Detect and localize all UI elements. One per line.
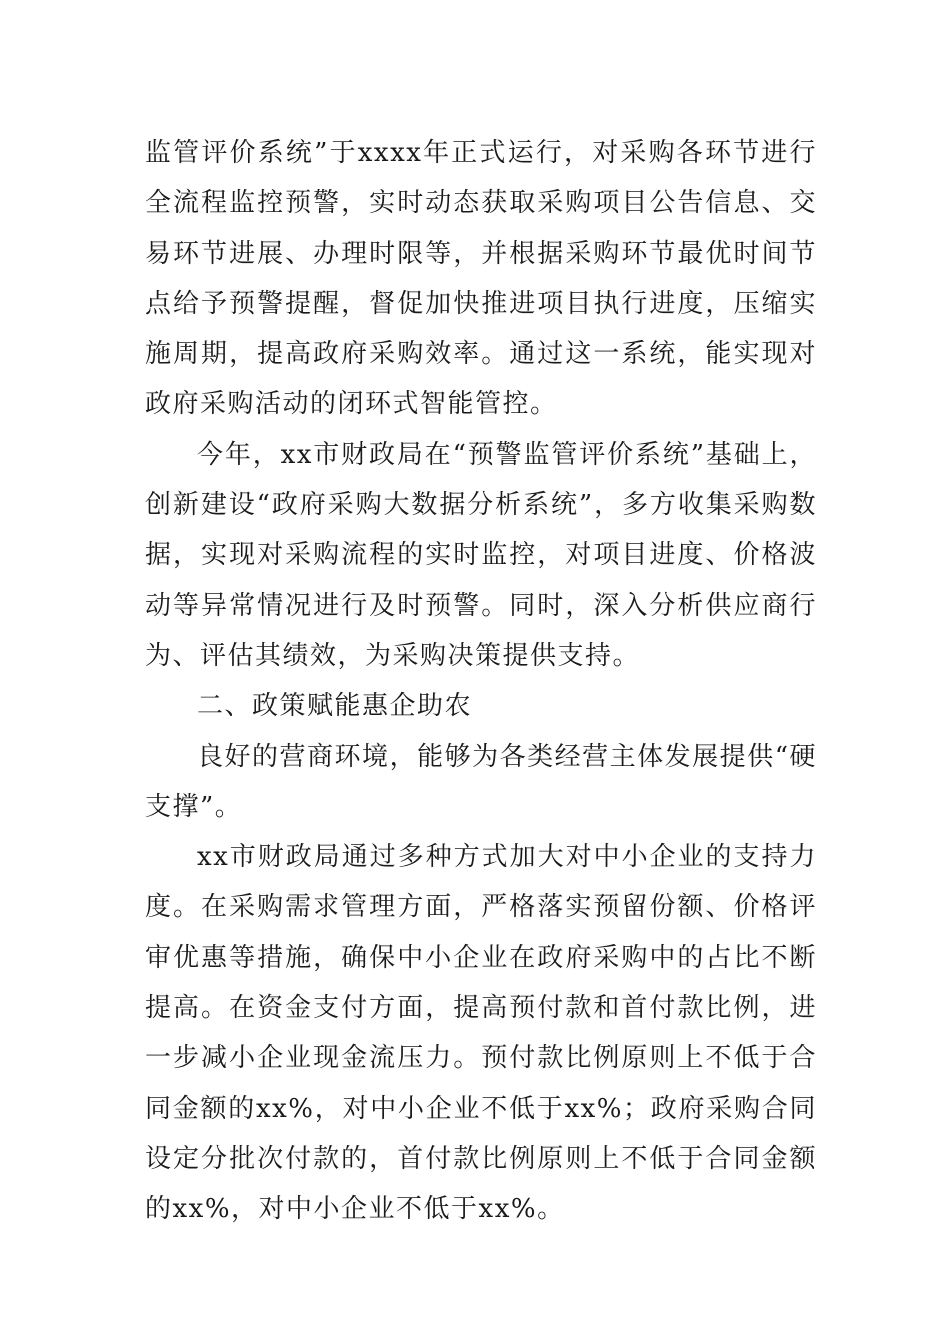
- paragraph-business-environment: 良好的营商环境，能够为各类经营主体发展提供“硬支撑”。: [145, 741, 817, 822]
- paragraph-sme-support: xx市财政局通过多种方式加大对中小企业的支持力度。在采购需求管理方面，严格落实预留份额、价格评审优惠等措施，确保中小企业在政府采购中的占比不断提高。在资金支付方面，提高预付款和首付款比例，进一步减小企业现金流压力。预付款比例原则上不低于合同金额的xx%，对中小企业不低于xx%；政府采购合同设定分批次付款的，首付款比例原则上不低于合同金额的xx%，对中小企业不低于xx%。: [145, 842, 817, 1225]
- document-body: [145, 128, 817, 1235]
- paragraph-big-data-system: 今年，xx市财政局在“预警监管评价系统”基础上，创新建设“政府采购大数据分析系统”，多方收集采购数据，实现对采购流程的实时监控，对项目进度、价格波动等异常情况进行及时预警。同时，深入分析供应商行为、评估其绩效，为采购决策提供支持。: [145, 439, 817, 671]
- section-heading: 二、政策赋能惠企助农: [197, 691, 473, 722]
- paragraph-continuation: 监管评价系统”于xxxx年正式运行，对采购各环节进行全流程监控预警，实时动态获取采购项目公告信息、交易环节进展、办理时限等，并根据采购环节最优时间节点给予预警提醒，督促加快推进项目执行进度，压缩实施周期，提高政府采购效率。通过这一系统，能实现对政府采购活动的闭环式智能管控。: [145, 138, 817, 420]
